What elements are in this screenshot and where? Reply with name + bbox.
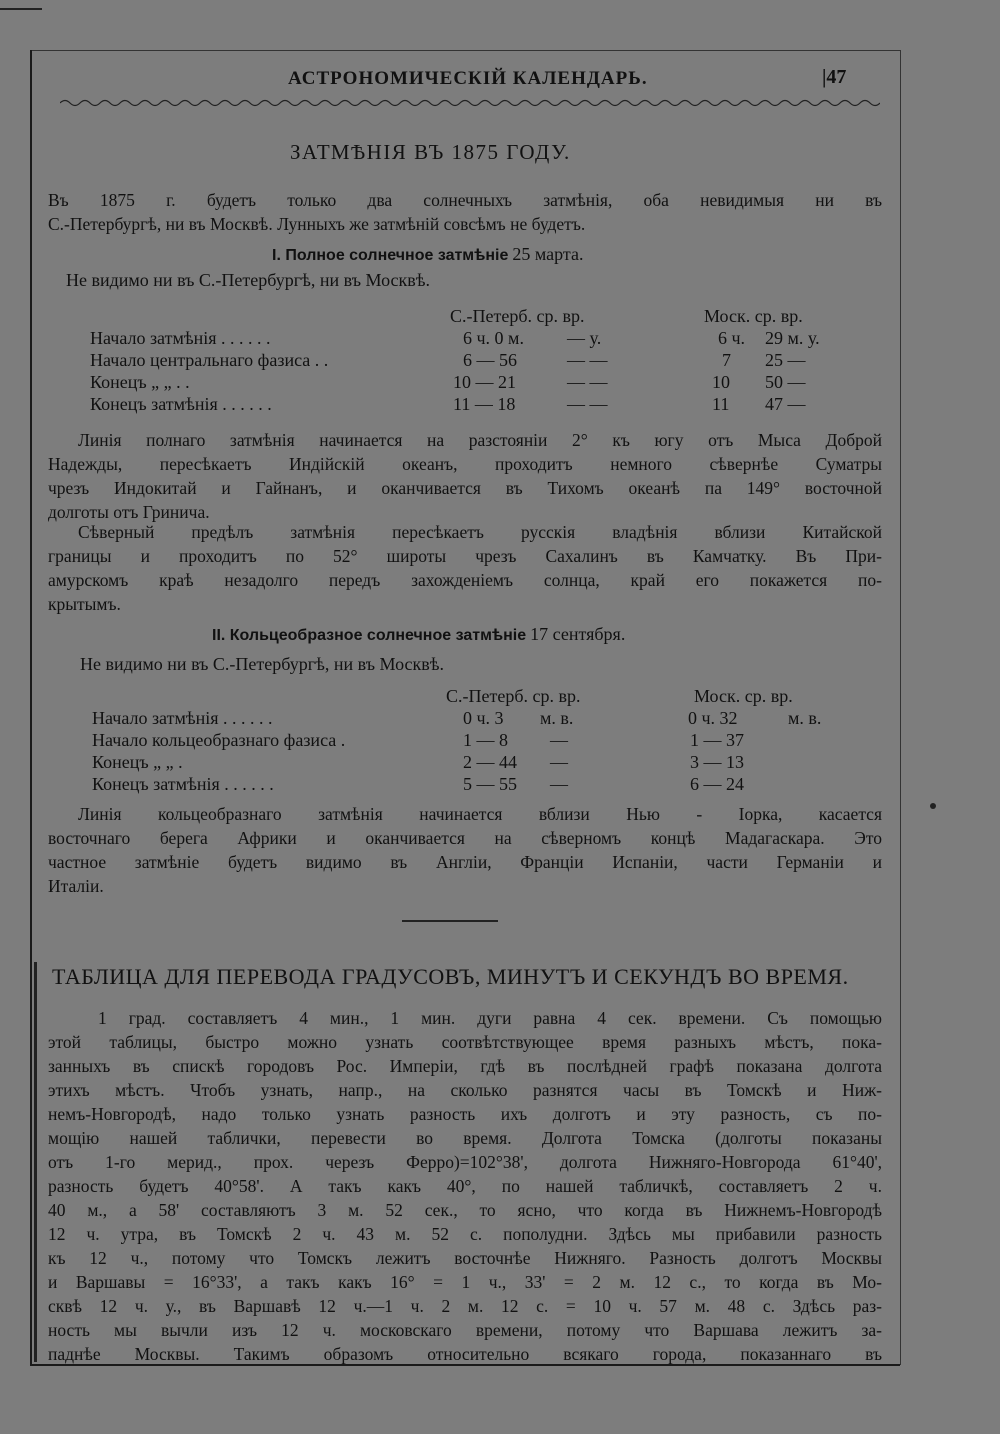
paragraph-line: этихъ мѣстъ. Чтобъ узнать, напр., на сколько разнятся часы въ Томскѣ и Ниж-	[48, 1080, 882, 1100]
table-cell: 10	[712, 372, 730, 392]
section1-heading: I. Полное солнечное затмѣніе 25 марта.	[272, 244, 584, 264]
table-row-label: Начало центральнаго фазиса . .	[90, 350, 329, 370]
table-cell: 0 ч. 3	[463, 708, 504, 728]
table-cell: 3 — 13	[690, 752, 744, 772]
paragraph-line: къ 12 ч., потому что Томскъ лежитъ восточнѣе Нижняго. Разность долготъ Москвы	[48, 1248, 882, 1268]
table-row-label: Конецъ затмѣнія . . . . . .	[90, 394, 272, 414]
table-row-label: Конецъ затмѣнія . . . . . .	[92, 774, 274, 794]
paragraph-line: сквѣ 12 ч. у., въ Варшавѣ 12 ч.—1 ч. 2 м. 12 с. = 10 ч. 57 м. 48 с. Здѣсь раз-	[48, 1296, 882, 1316]
paragraph-line: мощію нашей таблички, перевести во время. Долгота Томска (долготы показаны	[48, 1128, 882, 1148]
paragraph-line: разность будетъ 40°58'. А такъ какъ 40°, по нашей табличкѣ, составляетъ 2 ч.	[48, 1176, 882, 1196]
table-cell: — —	[567, 372, 608, 392]
section2-col-spb: С.-Петерб. ср. вр.	[446, 686, 581, 706]
table-cell: 47 —	[765, 394, 806, 414]
table-row-label: Начало затмѣнія . . . . . .	[90, 328, 271, 348]
table-cell: 6 ч. 0 м.	[463, 328, 524, 348]
paragraph-line: чрезъ Индокитай и Гайнанъ, и оканчивается въ Тихомъ океанѣ па 149° восточной	[48, 478, 882, 498]
page-frame-heavy-left	[34, 962, 37, 1362]
paragraph-line: Линія кольцеобразнаго затмѣнія начинается вблизи Нью - Іорка, касается	[78, 804, 882, 824]
conversion-paragraph	[48, 1006, 882, 1366]
table-cell: м. в.	[788, 708, 822, 728]
eclipses-intro	[48, 188, 882, 236]
table-cell: 0 ч. 32	[688, 708, 738, 728]
paragraph-line: долготы отъ Гринича.	[48, 502, 210, 522]
table-cell: 11	[712, 394, 730, 414]
intro-line: Въ 1875 г. будетъ только два солнечныхъ затмѣнія, оба невидимыя ни въ	[48, 190, 882, 210]
section1-col-msk: Моск. ср. вр.	[704, 306, 803, 326]
section2-paragraph-1	[48, 802, 882, 898]
paragraph-line: и Варшавы = 16°33', а такъ какъ 16° = 1 ч., 33' = 2 м. 12 с., то когда въ Мо-	[48, 1272, 882, 1292]
section1-visibility: Не видимо ни въ С.-Петербургѣ, ни въ Москвѣ.	[66, 270, 431, 290]
table-row-label: Начало кольцеобразнаго фазиса .	[92, 730, 346, 750]
table-cell: — —	[567, 350, 608, 370]
table-cell: 29 м. у.	[765, 328, 820, 348]
table-cell: 2 — 44	[463, 752, 517, 772]
table-cell: — —	[567, 394, 608, 414]
paragraph-line: 1 град. составляетъ 4 мин., 1 мин. дуги равна 4 сек. времени. Съ помощью	[98, 1008, 882, 1028]
eclipses-title: ЗАТМѢНІЯ ВЪ 1875 ГОДУ.	[290, 140, 571, 164]
paragraph-line: отъ 1-го мерид., прох. черезъ Ферро)=102°38', долгота Нижняго-Новгорода 61°40',	[48, 1152, 882, 1172]
paragraph-line: Италіи.	[48, 876, 104, 896]
paragraph-line: 40 м., а 58' составляютъ 3 м. 52 сек., то ясно, что когда въ Нижнемъ-Новгородѣ	[48, 1200, 882, 1220]
paragraph-line: амурскомъ краѣ незадолго передъ захожденіемъ солнца, край его покажется по-	[48, 570, 882, 590]
page-frame-top	[30, 50, 900, 51]
paragraph-line: паднѣе Москвы. Такимъ образомъ относительно всякаго города, показаннаго въ	[48, 1344, 882, 1364]
page-number: |47	[822, 66, 847, 88]
table-cell: 1 — 8	[463, 730, 508, 750]
ink-spot	[930, 803, 936, 809]
paragraph-line: Сѣверный предѣлъ затмѣнія пересѣкаетъ русскія владѣнія вблизи Китайской	[78, 522, 882, 542]
section2-heading: II. Кольцеобразное солнечное затмѣніе 17 сентября.	[212, 624, 626, 644]
intro-line: С.-Петербургѣ, ни въ Москвѣ. Лунныхъ же затмѣній совсѣмъ не будетъ.	[48, 214, 586, 234]
wavy-rule	[60, 98, 880, 108]
paragraph-line: Надежды, пересѣкаетъ Индійскій океанъ, проходитъ немного сѣвернѣе Суматры	[48, 454, 882, 474]
paragraph-line: немъ-Новгородѣ, надо только узнать разность ихъ долготъ и эту разность, съ по-	[48, 1104, 882, 1124]
table-cell: 50 —	[765, 372, 806, 392]
table-cell: 6 — 56	[463, 350, 517, 370]
table-cell: м. в.	[540, 708, 574, 728]
section2-table	[0, 708, 1000, 804]
table-cell: — у.	[567, 328, 602, 348]
section1-paragraph-2	[48, 520, 882, 616]
table-cell: 7	[722, 350, 731, 370]
paragraph-line: 12 ч. утра, въ Томскѣ 2 ч. 43 м. 52 с. пополудни. Здѣсь мы прибавили разность	[48, 1224, 882, 1244]
paragraph-line: Линія полнаго затмѣнія начинается на разстояніи 2° къ югу отъ Мыса Доброй	[78, 430, 882, 450]
table-cell: 11 — 18	[453, 394, 516, 414]
running-header-title: АСТРОНОМИЧЕСКІЙ КАЛЕНДАРЬ.	[288, 68, 648, 89]
table-cell: 5 — 55	[463, 774, 517, 794]
table-cell: 6 ч.	[718, 328, 746, 348]
section2-visibility: Не видимо ни въ С.-Петербургѣ, ни въ Москвѣ.	[80, 654, 445, 674]
table-cell: 6 — 24	[690, 774, 744, 794]
table-cell: —	[550, 774, 568, 794]
table-cell: 25 —	[765, 350, 806, 370]
table-cell: 10 — 21	[453, 372, 516, 392]
section1-paragraph-1	[48, 428, 882, 524]
paragraph-line: восточнаго берега Африки и оканчивается на сѣверномъ концѣ Мадагаскара. Это	[48, 828, 882, 848]
paragraph-line: ность мы вычли изъ 12 ч. московскаго времени, потому что Варшава лежитъ за-	[48, 1320, 882, 1340]
conversion-title: ТАБЛИЦА ДЛЯ ПЕРЕВОДА ГРАДУСОВЪ, МИНУТЪ И СЕКУНДЪ ВО ВРЕМЯ.	[52, 964, 849, 989]
table-cell: 1 — 37	[690, 730, 744, 750]
paragraph-line: занныхъ въ спискѣ городовъ Рос. Имперіи, гдѣ въ послѣдней графѣ показана долгота	[48, 1056, 882, 1076]
section2-col-msk: Моск. ср. вр.	[694, 686, 793, 706]
paragraph-line: границы и проходитъ по 52° широты чрезъ Сахалинъ въ Камчатку. Въ При-	[48, 546, 882, 566]
table-row-label: Конецъ „ „ . .	[90, 372, 190, 392]
table-cell: —	[550, 730, 568, 750]
section-divider	[402, 920, 498, 922]
section1-table	[0, 328, 1000, 424]
paragraph-line: этой таблицы, быстро можно узнать соотвѣтствующее время разныхъ мѣстъ, пока-	[48, 1032, 882, 1052]
paragraph-line: частное затмѣніе будетъ видимо въ Англіи, Франціи Испаніи, части Германіи и	[48, 852, 882, 872]
section1-col-spb: С.-Петерб. ср. вр.	[450, 306, 585, 326]
corner-mark	[0, 8, 42, 10]
table-row-label: Начало затмѣнія . . . . . .	[92, 708, 273, 728]
paragraph-line: крытымъ.	[48, 594, 121, 614]
table-cell: —	[550, 752, 568, 772]
table-row-label: Конецъ „ „ .	[92, 752, 183, 772]
